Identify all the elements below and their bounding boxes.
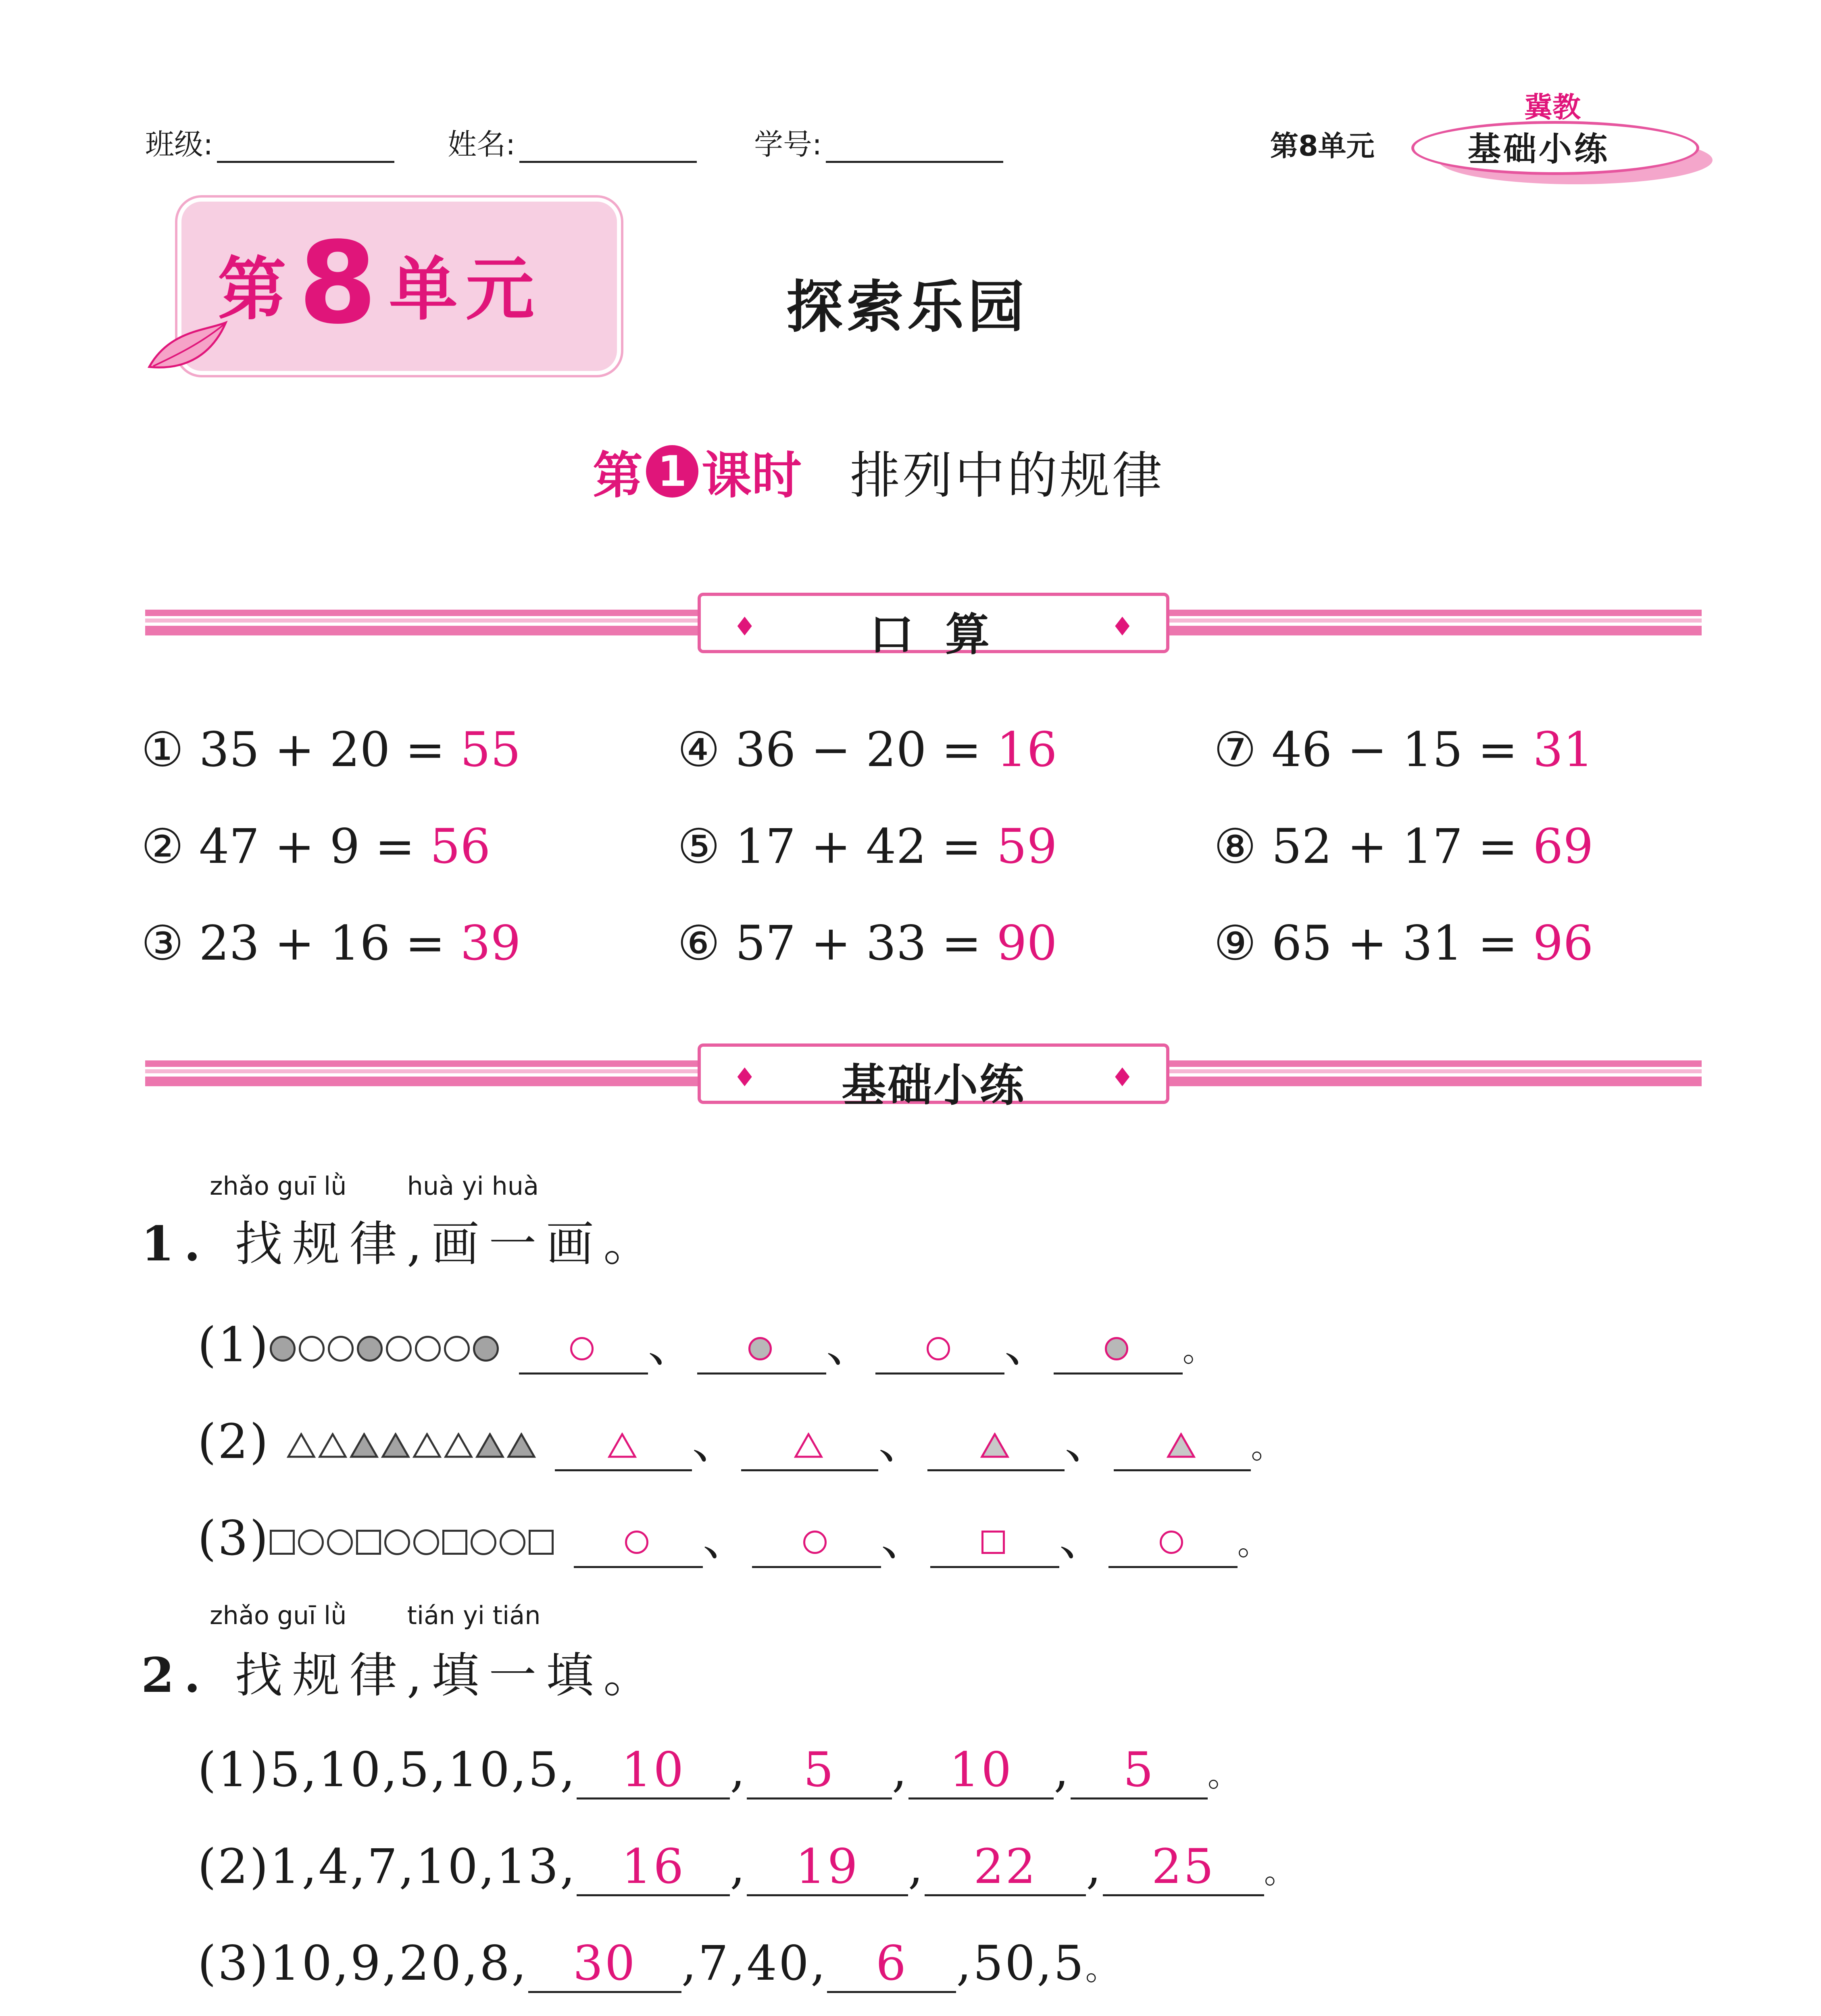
calc-item: ② 47 + 9 = 56 <box>141 818 491 874</box>
calc-item: ⑤ 17 + 42 = 59 <box>677 818 1057 874</box>
lesson-number-badge: 1 <box>646 445 698 498</box>
lesson-heading <box>593 435 1165 507</box>
diamond-icon: ♦ <box>1111 1063 1134 1093</box>
q1-row-1: (1) 、 、 、 。 <box>198 1306 1217 1375</box>
lesson-title: 排列中的规律 <box>850 447 1165 505</box>
id-label: 学号: <box>754 127 822 161</box>
calc-answer[interactable]: 16 <box>996 722 1057 777</box>
section-header-mental <box>698 593 1169 660</box>
calc-answer[interactable]: 69 <box>1533 818 1594 874</box>
calc-item: ⑧ 52 + 17 = 69 <box>1214 818 1594 874</box>
q1-row-3: (3) 、 、 、 。 <box>198 1500 1271 1568</box>
calc-answer[interactable]: 39 <box>460 915 521 971</box>
answer-blank[interactable]: 10 <box>577 1742 730 1799</box>
calc-answer[interactable]: 96 <box>1533 915 1594 971</box>
answer-blank[interactable]: 22 <box>925 1839 1086 1896</box>
answer-blank[interactable] <box>519 1317 648 1375</box>
q2-title: 2. 找规律,填一填。 <box>141 1647 661 1703</box>
calc-answer[interactable]: 90 <box>996 915 1057 971</box>
section-title-mental: 口 算 <box>869 609 998 660</box>
calc-item: ③ 23 + 16 = 39 <box>141 915 521 971</box>
unit-title: 探索乐园 <box>786 275 1029 340</box>
q2-row-3: (3)10,9,20,8, 30 ,7,40, 6 ,50,5。 <box>198 1935 1119 1993</box>
answer-blank[interactable]: 30 <box>528 1935 681 1993</box>
q2-row-2: (2)1,4,7,10,13, 16 , 19 , 22 , 25 。 <box>198 1839 1298 1896</box>
answer-blank[interactable] <box>741 1414 878 1471</box>
answer-blank[interactable] <box>927 1414 1065 1471</box>
answer-blank[interactable] <box>875 1317 1004 1375</box>
calc-item: ⑦ 46 − 15 = 31 <box>1214 722 1594 777</box>
calc-answer[interactable]: 56 <box>430 818 491 874</box>
q1-title: 1. 找规律,画一画。 <box>141 1216 661 1272</box>
q2-pinyin: zhǎo guī lǜ tián yi tián <box>210 1601 541 1630</box>
name-blank[interactable] <box>519 133 697 163</box>
lesson-suffix: 课时 <box>702 447 802 505</box>
class-label: 班级: <box>145 127 213 161</box>
class-blank[interactable] <box>217 133 394 163</box>
q1-pinyin: zhǎo guī lǜ huà yi huà <box>210 1171 539 1201</box>
calc-answer[interactable]: 31 <box>1533 722 1594 777</box>
series-label: 基础小练 <box>1468 130 1610 169</box>
answer-blank[interactable] <box>574 1510 703 1568</box>
answer-blank[interactable]: 19 <box>747 1839 908 1896</box>
answer-blank[interactable] <box>555 1414 692 1471</box>
q1-row-2: (2) 、 、 、 。 <box>198 1403 1285 1472</box>
name-label: 姓名: <box>448 127 516 161</box>
unit-heading <box>218 218 542 349</box>
unit-number: 8 <box>298 218 377 349</box>
unit-tag: 第8单元 <box>1270 129 1375 162</box>
id-blank[interactable] <box>826 133 1003 163</box>
diamond-icon: ♦ <box>733 1063 756 1093</box>
diamond-icon: ♦ <box>1111 612 1134 642</box>
answer-blank[interactable] <box>1108 1510 1238 1568</box>
answer-blank[interactable]: 5 <box>1071 1742 1208 1799</box>
answer-blank[interactable] <box>752 1510 881 1568</box>
class-field <box>145 121 394 163</box>
answer-blank[interactable]: 25 <box>1103 1839 1264 1896</box>
answer-blank[interactable] <box>697 1317 826 1375</box>
answer-blank[interactable] <box>930 1510 1059 1568</box>
calc-item: ⑥ 57 + 33 = 90 <box>677 915 1057 971</box>
section-title-basic: 基础小练 <box>842 1060 1025 1111</box>
answer-blank[interactable] <box>1114 1414 1251 1471</box>
answer-blank[interactable]: 10 <box>908 1742 1054 1799</box>
answer-blank[interactable]: 16 <box>577 1839 730 1896</box>
answer-blank[interactable]: 6 <box>827 1935 956 1993</box>
calc-answer[interactable]: 59 <box>996 818 1057 874</box>
student-id-field <box>754 121 1003 163</box>
calc-item: ① 35 + 20 = 55 <box>141 722 521 777</box>
name-field <box>448 121 697 163</box>
unit-prefix: 第 <box>218 250 287 330</box>
unit-suffix: 单元 <box>389 250 542 330</box>
answer-blank[interactable] <box>1054 1317 1183 1375</box>
q2-row-1: (1)5,10,5,10,5, 10 , 5 , 10 , 5 。 <box>198 1742 1242 1799</box>
calc-item: ④ 36 − 20 = 16 <box>677 722 1057 777</box>
section-header-basic <box>698 1043 1169 1111</box>
calc-answer[interactable]: 55 <box>460 722 521 777</box>
answer-blank[interactable]: 5 <box>747 1742 892 1799</box>
diamond-icon: ♦ <box>733 612 756 642</box>
lesson-prefix: 第 <box>593 447 643 505</box>
calc-item: ⑨ 65 + 31 = 96 <box>1214 915 1594 971</box>
publisher-label: 冀教 <box>1524 91 1581 124</box>
